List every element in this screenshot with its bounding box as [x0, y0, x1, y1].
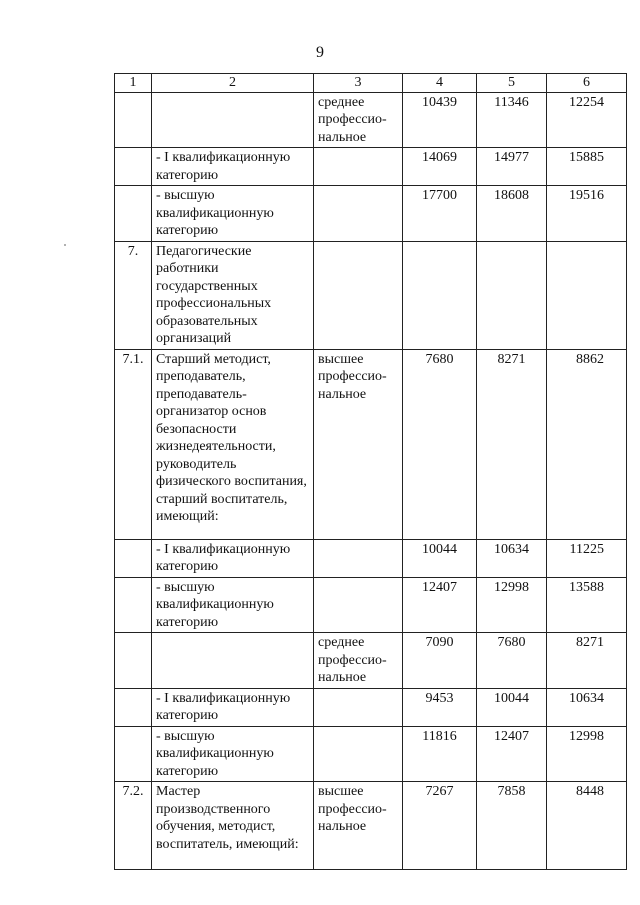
row-number-cell — [115, 186, 152, 242]
value-cell — [477, 241, 547, 349]
value-cell: 12998 — [477, 577, 547, 633]
value-cell: 17700 — [403, 186, 477, 242]
column-header: 1 — [115, 74, 152, 93]
row-number-cell: 7.1. — [115, 349, 152, 539]
row-number-cell: 7.2. — [115, 782, 152, 870]
value-cell: 10044 — [403, 539, 477, 577]
value-cell: 13588 — [547, 577, 627, 633]
value-cell: 7680 — [403, 349, 477, 539]
value-cell: 11816 — [403, 726, 477, 782]
position-cell: - I квалификационную категорию — [152, 688, 314, 726]
position-cell: - высшую квалификационную категорию — [152, 726, 314, 782]
row-number-cell — [115, 688, 152, 726]
row-number-cell — [115, 148, 152, 186]
table-row — [115, 539, 627, 577]
table-row — [115, 726, 627, 782]
position-cell — [152, 92, 314, 148]
value-cell: 7090 — [403, 633, 477, 689]
value-cell: 9453 — [403, 688, 477, 726]
education-cell — [314, 539, 403, 577]
value-cell: 10044 — [477, 688, 547, 726]
education-cell — [314, 688, 403, 726]
position-cell: - I квалификационную категорию — [152, 148, 314, 186]
value-cell — [403, 241, 477, 349]
value-cell: 14069 — [403, 148, 477, 186]
value-cell: 18608 — [477, 186, 547, 242]
value-cell: 12407 — [403, 577, 477, 633]
value-cell: 7267 — [403, 782, 477, 870]
column-header: 2 — [152, 74, 314, 93]
value-cell: 8271 — [547, 633, 627, 689]
table-row — [115, 186, 627, 242]
row-number-cell: 7. — [115, 241, 152, 349]
table-row — [115, 349, 627, 539]
scan-speck — [64, 244, 66, 246]
value-cell: 15885 — [547, 148, 627, 186]
education-cell — [314, 726, 403, 782]
education-cell: высшее профессио-нальное — [314, 782, 403, 870]
value-cell: 14977 — [477, 148, 547, 186]
position-cell: - высшую квалификационную категорию — [152, 577, 314, 633]
value-cell: 8448 — [547, 782, 627, 870]
table-row — [115, 633, 627, 689]
table-row — [115, 148, 627, 186]
education-cell — [314, 148, 403, 186]
education-cell: высшее профессио-нальное — [314, 349, 403, 539]
value-cell: 10634 — [477, 539, 547, 577]
value-cell: 7680 — [477, 633, 547, 689]
position-cell — [152, 633, 314, 689]
column-header: 5 — [477, 74, 547, 93]
education-cell — [314, 186, 403, 242]
position-cell: Мастер производственного обучения, методист, воспитатель, имеющий: — [152, 782, 314, 870]
row-number-cell — [115, 539, 152, 577]
value-cell: 12407 — [477, 726, 547, 782]
position-cell: Педагогические работники государственных профессиональных образовательных организаций — [152, 241, 314, 349]
education-cell — [314, 577, 403, 633]
column-header: 6 — [547, 74, 627, 93]
value-cell: 8862 — [547, 349, 627, 539]
value-cell: 10439 — [403, 92, 477, 148]
table-row — [115, 782, 627, 870]
row-number-cell — [115, 633, 152, 689]
value-cell — [547, 241, 627, 349]
row-number-cell — [115, 92, 152, 148]
value-cell: 7858 — [477, 782, 547, 870]
column-header: 3 — [314, 74, 403, 93]
table-row — [115, 92, 627, 148]
salary-table — [114, 73, 627, 870]
value-cell: 11225 — [547, 539, 627, 577]
value-cell: 11346 — [477, 92, 547, 148]
position-cell: Старший методист, преподаватель, преподаватель-организатор основ безопасности жизнедеятельности, руководитель физического воспитания, старший воспитатель, имеющий: — [152, 349, 314, 539]
table-header-row — [115, 74, 627, 93]
education-cell: среднее профессио-нальное — [314, 92, 403, 148]
page-number: 9 — [316, 44, 324, 61]
table-row — [115, 241, 627, 349]
column-header: 4 — [403, 74, 477, 93]
position-cell: - высшую квалификационную категорию — [152, 186, 314, 242]
value-cell: 10634 — [547, 688, 627, 726]
row-number-cell — [115, 577, 152, 633]
row-number-cell — [115, 726, 152, 782]
table-row — [115, 577, 627, 633]
education-cell: среднее профессио-нальное — [314, 633, 403, 689]
value-cell: 12254 — [547, 92, 627, 148]
position-cell: - I квалификационную категорию — [152, 539, 314, 577]
value-cell: 8271 — [477, 349, 547, 539]
table-row — [115, 688, 627, 726]
value-cell: 12998 — [547, 726, 627, 782]
education-cell — [314, 241, 403, 349]
value-cell: 19516 — [547, 186, 627, 242]
